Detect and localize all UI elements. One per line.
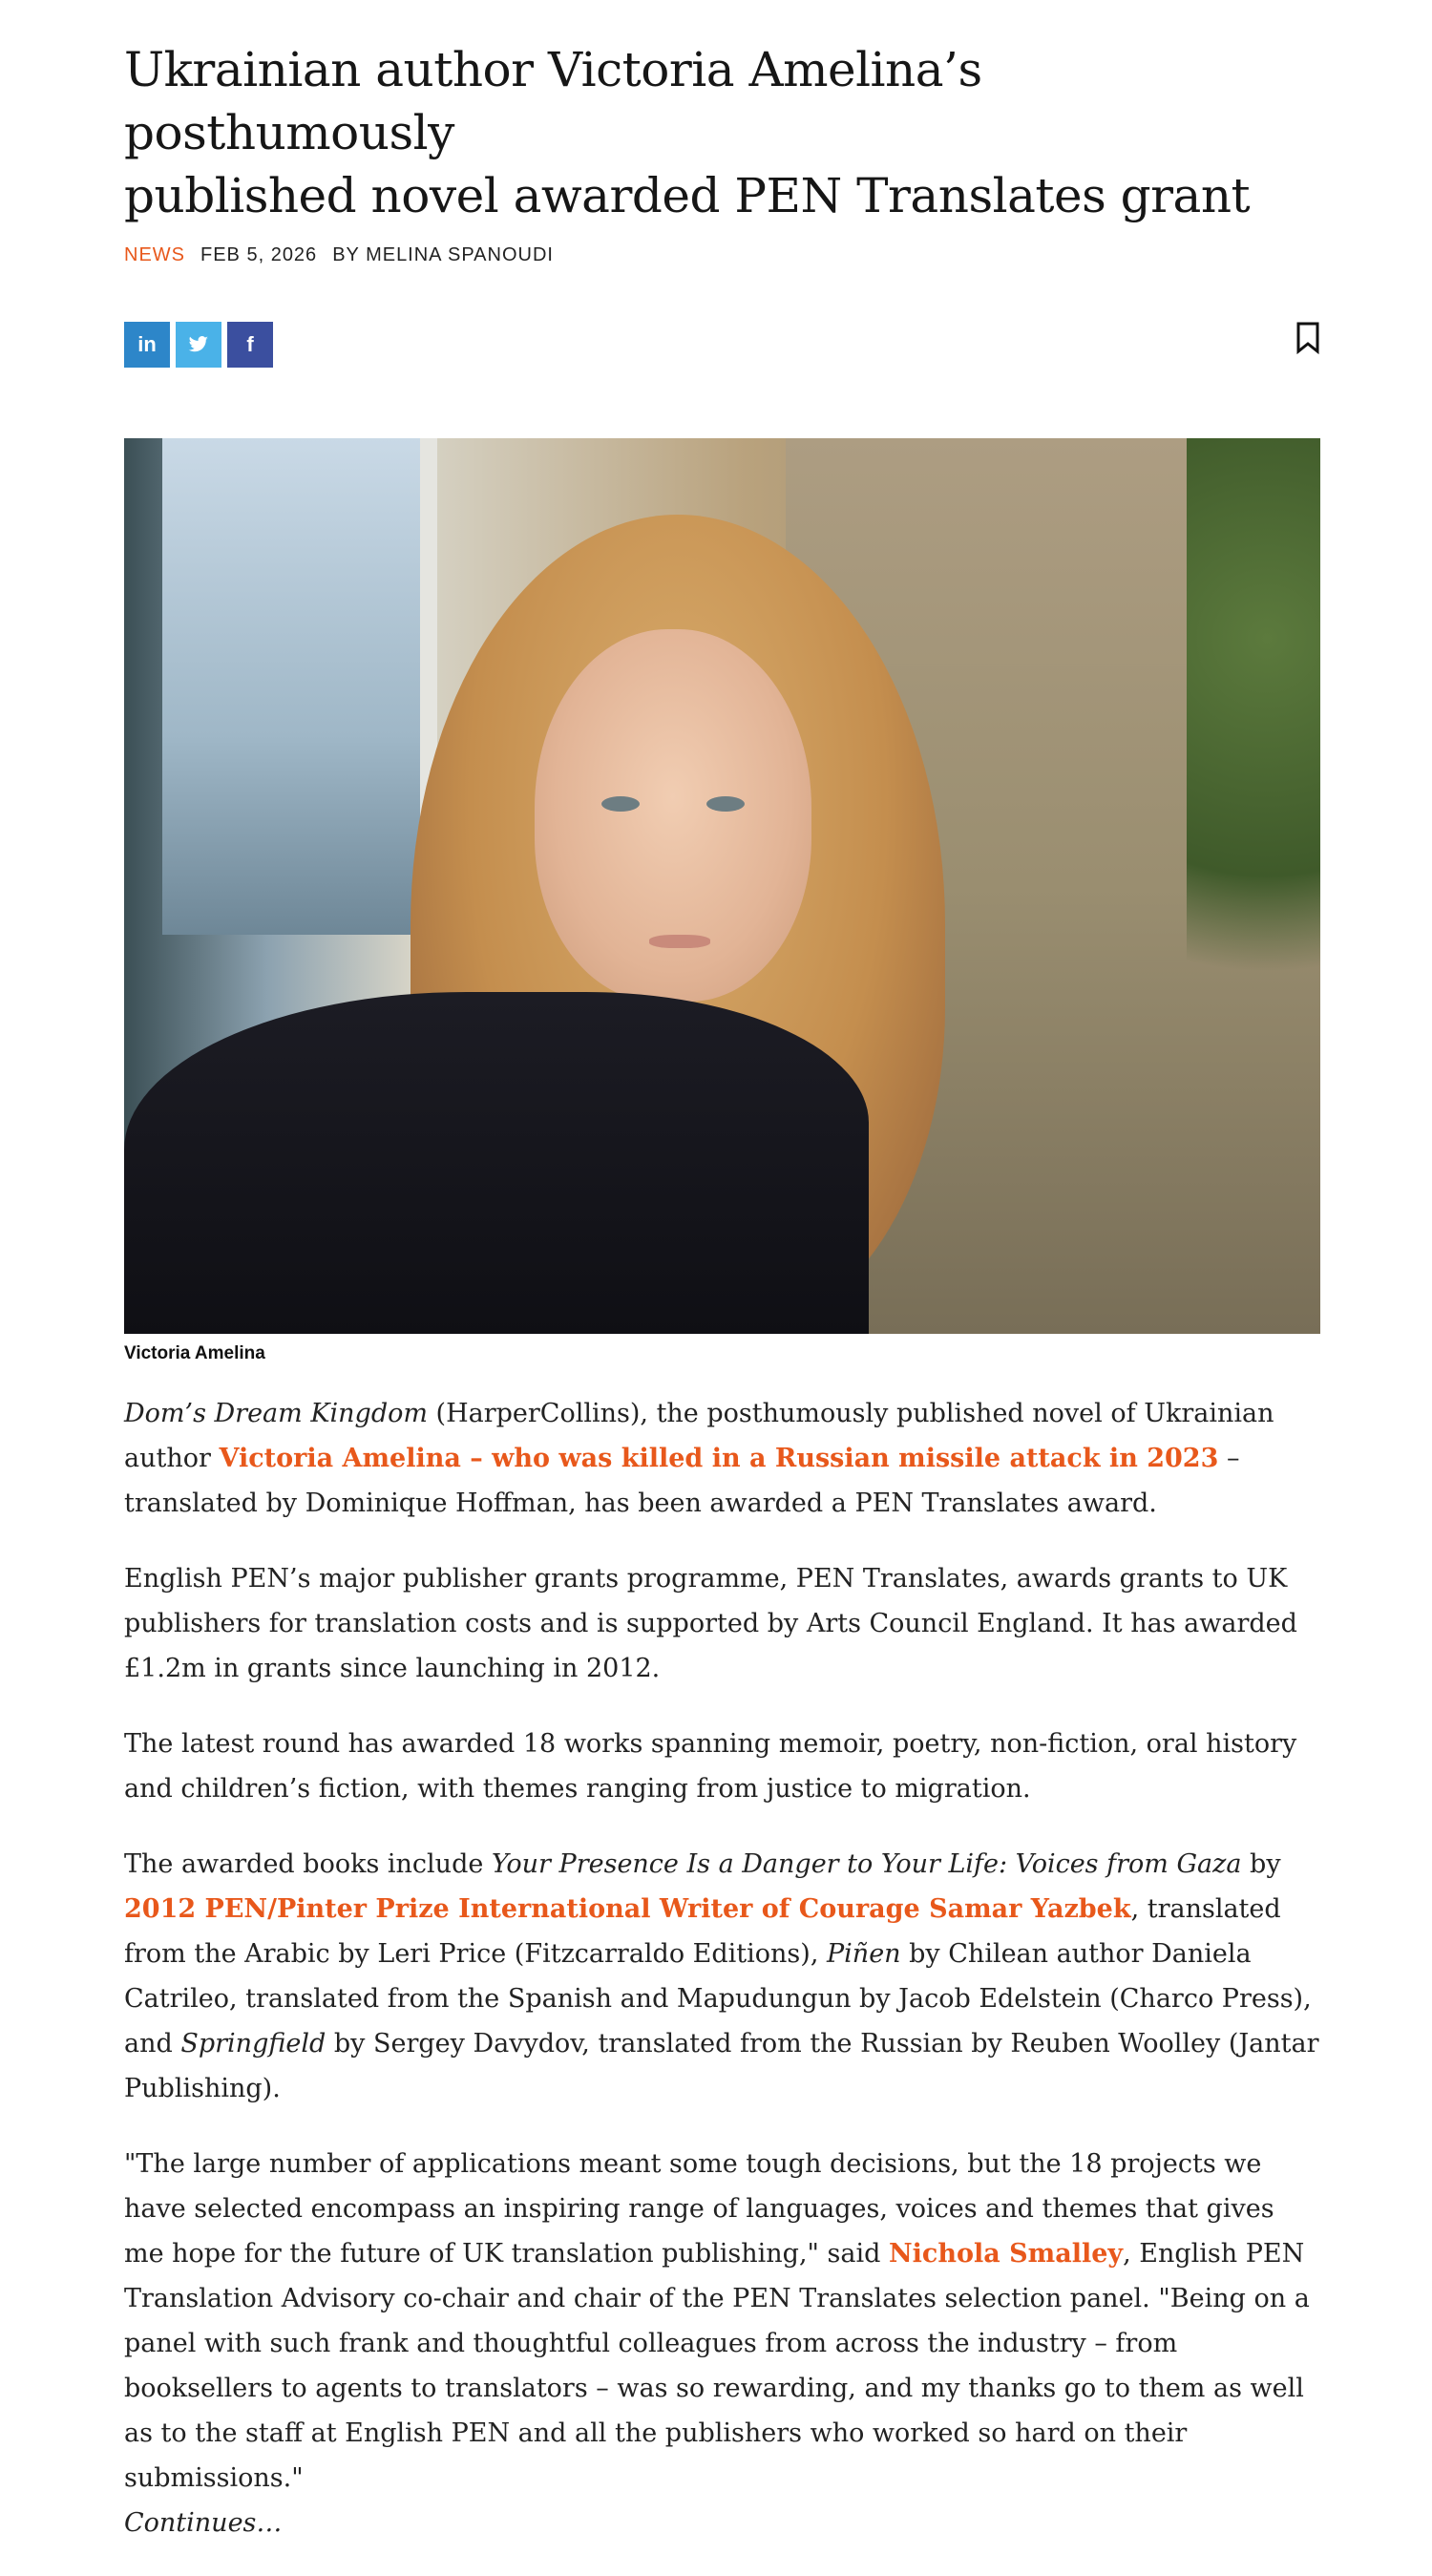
linkedin-share-button[interactable]	[124, 322, 170, 368]
byline[interactable]: BY MELINA SPANOUDI	[332, 244, 554, 265]
headline-line-2: published novel awarded PEN Translates grant	[124, 168, 1251, 223]
smalley-link[interactable]: Nichola Smalley	[888, 2239, 1124, 2269]
facebook-share-button[interactable]	[227, 322, 273, 368]
text: The awarded books include	[124, 1849, 492, 1879]
paragraph-3: The latest round has awarded 18 works spanning memoir, poetry, non-fiction, oral history and children’s fiction, with themes ranging from justice to migration.	[124, 1729, 1297, 1804]
paragraph-1	[124, 1391, 1320, 1526]
image-caption: Victoria Amelina	[124, 1343, 265, 1363]
article	[124, 38, 1320, 2576]
text: by	[1241, 1849, 1281, 1879]
text: , translated from the Arabic by Leri Price (Fitzcarraldo Editions),	[124, 1894, 1281, 1969]
headline-line-1: Ukrainian author Victoria Amelina’s posthumously	[124, 42, 982, 160]
paragraph-2: English PEN’s major publisher grants programme, PEN Translates, awards grants to UK publishers for translation costs and is supported by Arts Council England. It has awarded £1.2m in grants since launching in 2012.	[124, 1564, 1297, 1683]
photo-window	[162, 438, 437, 935]
twitter-share-button[interactable]	[176, 322, 221, 368]
text: (HarperCollins), the posthumously published novel of Ukrainian author	[124, 1399, 1274, 1473]
continues-label: Continues…	[124, 2508, 283, 2538]
paragraph-4	[124, 1842, 1320, 2111]
text: by Sergey Davydov, translated from the Russian by Reuben Woolley (Jantar Publishing).	[124, 2029, 1319, 2103]
category-link[interactable]: NEWS	[124, 244, 185, 265]
book-title: Your Presence Is a Danger to Your Life: Voices from Gaza	[491, 1849, 1242, 1879]
yazbek-link[interactable]: 2012 PEN/Pinter Prize International Writer of Courage Samar Yazbek	[124, 1894, 1131, 1924]
text: "The large number of applications meant some tough decisions, but the 18 projects we have selected encompass an inspiring range of languages, voices and themes that gives me hope for the future of UK translation publishing," said	[124, 2149, 1274, 2269]
publish-date: FEB 5, 2026	[200, 244, 318, 265]
text: , English PEN Translation Advisory co-chair and chair of the PEN Translates selection panel. "Being on a panel with such frank and thoughtful colleagues from across the industry – from booksellers to agents to translators – was so rewarding, and my thanks go to them as well as to the staff at English PEN and all the publishers who worked so hard on their submissions."	[124, 2239, 1310, 2493]
facebook-icon: f	[246, 332, 254, 356]
twitter-bird-icon	[188, 336, 209, 353]
article-body	[124, 1391, 1320, 2545]
photo-eye-right	[706, 796, 745, 812]
headline	[124, 38, 1320, 227]
hero-photo	[124, 438, 1320, 1334]
text: by Chilean author Daniela Catrileo, translated from the Spanish and Mapudungun by Jacob Edelstein (Charco Press), and	[124, 1939, 1312, 2059]
photo-tree	[1187, 438, 1320, 1107]
photo-mouth	[649, 935, 710, 948]
photo-eye-left	[601, 796, 640, 812]
article-meta	[124, 244, 1320, 266]
paragraph-5	[124, 2142, 1320, 2545]
photo-shirt	[124, 992, 869, 1334]
bookmark-icon[interactable]	[1295, 322, 1320, 354]
book-title: Dom’s Dream Kingdom	[124, 1399, 428, 1428]
amelina-link[interactable]: Victoria Amelina – who was killed in a Russian missile attack in 2023	[219, 1444, 1219, 1473]
book-title: Springfield	[180, 2029, 326, 2059]
book-title: Piñen	[827, 1939, 901, 1969]
text: – translated by Dominique Hoffman, has been awarded a PEN Translates award.	[124, 1444, 1240, 1518]
linkedin-icon: in	[137, 332, 157, 356]
share-bar	[124, 322, 1320, 368]
